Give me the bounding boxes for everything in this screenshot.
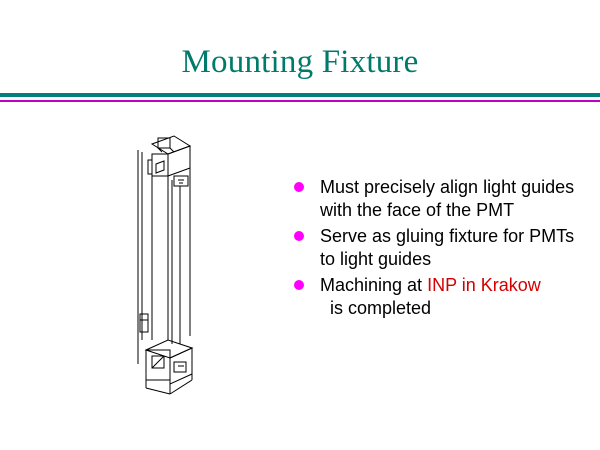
bullet-text: Serve as gluing fixture for PMTs to light guides — [320, 226, 575, 269]
bullet-text-start: Machining at — [320, 275, 428, 295]
bullet-list — [294, 176, 594, 323]
bullet-item — [294, 274, 594, 320]
bullet-dot-icon — [294, 280, 304, 290]
bullet-item — [294, 176, 594, 222]
title-divider-magenta — [0, 100, 600, 102]
slide-title: Mounting Fixture — [181, 44, 419, 80]
mounting-fixture-drawing — [128, 130, 208, 398]
bullet-dot-icon — [294, 182, 304, 192]
highlight-location: INP in Krakow — [427, 275, 541, 295]
title-divider-teal — [0, 93, 600, 97]
bullet-dot-icon — [294, 231, 304, 241]
bullet-text: Must precisely align light guides with the face of the PMT — [320, 177, 575, 220]
bullet-item — [294, 225, 594, 271]
bullet-text-end: is completed — [320, 298, 432, 318]
